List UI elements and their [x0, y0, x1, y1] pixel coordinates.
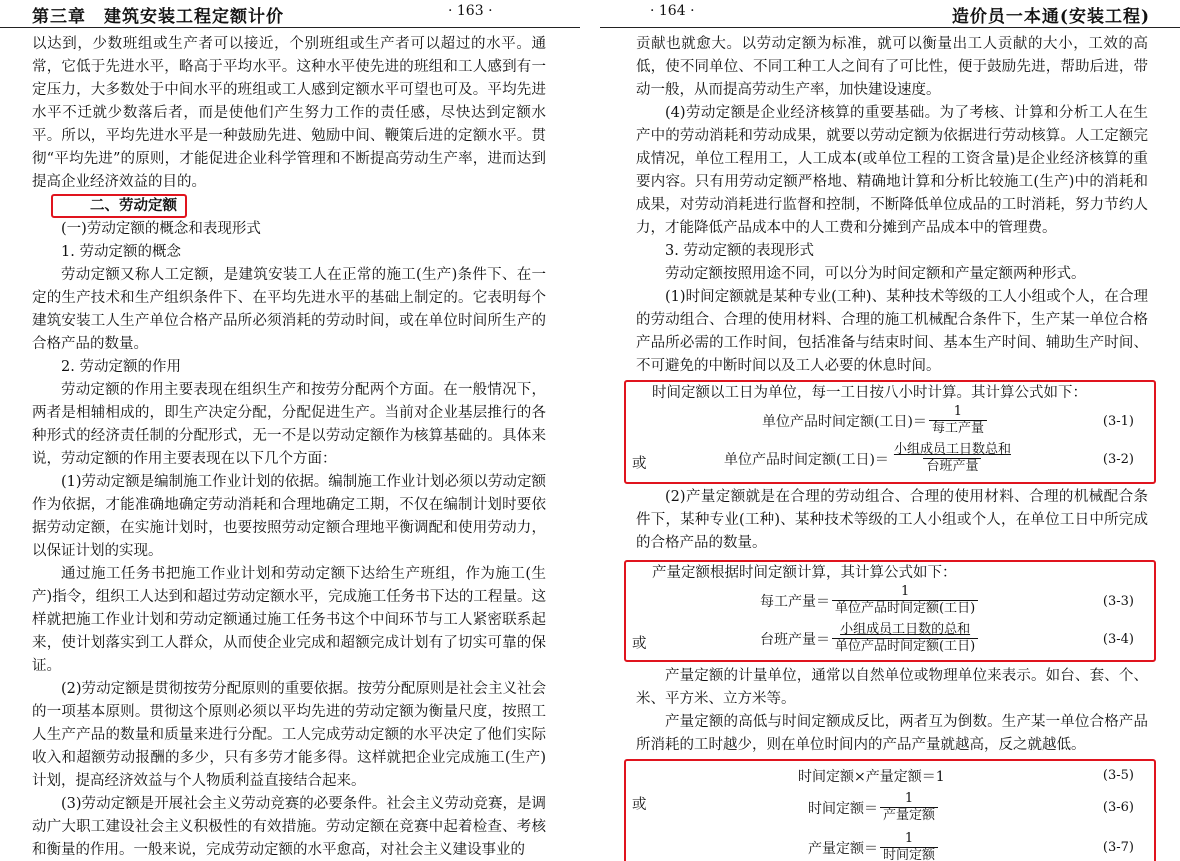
equation-number: (3-1) — [1102, 414, 1134, 429]
formula-lhs: 台班产量＝ — [760, 631, 830, 648]
paragraph: 以达到，少数班组或生产者可以接近，个别班组或生产者可以超过的水平。通常，它低于先进水平，略高于平均水平。这种水平使先进的班组和工人感到有一定压力，大多数处于中间水平的班组或工人感到定额水平可望也可及。平均先进水平不迁就少数落后者，而是使他们产生努力工作的责任感，尽快达到定额水平。所以，平均先进水平是一种鼓励先进、勉励中间、鞭策后进的定额水平。贯彻“平均先进”的原则，才能促进企业科学管理和不断提高劳动生产率，进而达到提高企业经济效益的目的。 — [32, 36, 546, 190]
paragraph: (4)劳动定额是企业经济核算的重要基础。为了考核、计算和分析工人在生产中的劳动消耗和劳动成果，就要以劳动定额为依据进行劳动核算。人工定额完成情况，单位工程用工，人工成本(或单位工程的工资含量)是企业经济核算的重要内容。只有用劳动定额严格地、精确地计算和分析比较施工(生产)中的消耗和成果，对劳动消耗进行监督和控制，不断降低单位成品的工时消耗，努力节约人力，才能降低产品成本中的人工费和分摊到产品成本中的管理费。 — [636, 105, 1148, 236]
formula-intro: 时间定额以工日为单位，每一工日按八小时计算。其计算公式如下： — [652, 385, 1087, 401]
paragraph: 产量定额的计量单位，通常以自然单位或物理单位来表示。如台、套、个、米、平方米、立方米等。 — [636, 668, 1148, 707]
chapter-title: 第三章 建筑安装工程定额计价 — [32, 7, 284, 27]
formula-3-3 — [760, 584, 978, 617]
paragraph: 劳动定额又称人工定额，是建筑安装工人在正常的施工(生产)条件下、在一定的生产技术和生产组织条件下、在平均先进水平的基础上制定的。它表明每个建筑安装工人生产单位合格产品所必须消耗的劳动时间，或在单位时间所生产的合格产品的数量。 — [32, 267, 546, 352]
formula-3-5 — [798, 766, 945, 786]
section-heading — [32, 194, 546, 218]
or-label: 或 — [632, 797, 647, 813]
formula-row — [626, 831, 1154, 861]
paragraph: 贡献也就愈大。以劳动定额为标准，就可以衡量出工人贡献的大小，工效的高低，使不同单位、不同工种工人之间有了可比性，便于鼓励先进，帮助后进，带动一般，从而提高劳动生产率，加快建设速度。 — [636, 36, 1148, 98]
formula-row — [626, 761, 1154, 791]
formula-row — [626, 622, 1154, 658]
equation-number: (3-6) — [1102, 800, 1134, 815]
formula-row — [626, 404, 1154, 442]
or-label: 或 — [632, 636, 647, 652]
formula-lhs: 单位产品时间定额(工日)＝ — [724, 451, 889, 468]
numerator: 1 — [953, 404, 963, 419]
formula-3-4 — [760, 622, 978, 655]
right-page — [600, 0, 1180, 861]
numerator: 1 — [900, 584, 910, 599]
fraction — [832, 622, 978, 655]
fraction — [880, 831, 938, 861]
left-page-body — [32, 33, 546, 861]
paragraph: (3)劳动定额是开展社会主义劳动竞赛的必要条件。社会主义劳动竞赛，是调动广大职工建设社会主义积极性的有效措施。劳动定额在竞赛中起着检查、考核和衡量的作用。一般来说，完成劳动定额的水平愈高，对社会主义建设事业的 — [32, 796, 546, 858]
book-title: 造价员一本通(安装工程) — [951, 7, 1150, 27]
formula-box-output-quota — [624, 560, 1156, 662]
page-number-164: · 164 · — [650, 3, 695, 19]
formula-lhs: 单位产品时间定额(工日)＝ — [762, 413, 927, 430]
equation-number: (3-5) — [1102, 768, 1134, 783]
equation-number: (3-4) — [1102, 632, 1134, 647]
paragraph: 劳动定额的作用主要表现在组织生产和按劳分配两个方面。在一般情况下，两者是相辅相成的，即生产决定分配，分配促进生产。当前对企业基层推行的各种形式的经济责任制的分配形式，无一不是以劳动定额作为核算基础的。具体来说，劳动定额的作用主要表现在以下几个方面： — [32, 382, 546, 467]
formula-text: 时间定额×产量定额＝1 — [798, 769, 945, 785]
formula-row — [626, 791, 1154, 831]
fraction — [929, 404, 987, 437]
numerator: 小组成员工日数的总和 — [840, 622, 971, 637]
subsection-heading: (一)劳动定额的概念和表现形式 — [61, 221, 261, 237]
equation-number: (3-3) — [1102, 594, 1134, 609]
formula-box-time-quota — [624, 380, 1156, 484]
formula-3-7 — [808, 831, 938, 861]
formula-lhs: 每工产量＝ — [760, 593, 830, 610]
left-page — [0, 0, 580, 861]
formula-box-reciprocal — [624, 759, 1156, 861]
subsubsection-heading: 2. 劳动定额的作用 — [61, 359, 181, 375]
highlighted-heading: 二、劳动定额 — [51, 194, 187, 218]
numerator: 1 — [904, 831, 914, 846]
formula-row — [626, 584, 1154, 622]
fraction — [832, 584, 978, 617]
formula-3-2 — [724, 442, 1014, 475]
fraction — [880, 791, 938, 824]
fraction — [891, 442, 1014, 475]
formula-lhs: 时间定额＝ — [808, 800, 878, 817]
denominator: 产量定额 — [880, 807, 938, 824]
paragraph: (1)劳动定额是编制施工作业计划的依据。编制施工作业计划必须以劳动定额作为依据，才能准确地确定劳动消耗和合理地确定工期，不仅在编制计划时要依据劳动定额，在实施计划时，也要按照劳动定额合理地平衡调配和使用劳动力，以保证计划的实现。 — [32, 474, 546, 559]
paragraph: (1)时间定额就是某种专业(工种)、某种技术等级的工人小组或个人，在合理的劳动组合、合理的使用材料、合理的施工机械配合条件下，生产某一单位合格产品所必需的工作时间，包括准备与结束时间、基本生产时间、辅助生产时间、不可避免的中断时间以及工人必要的休息时间。 — [636, 289, 1148, 374]
left-page-header — [0, 0, 580, 28]
right-page-body — [632, 33, 1148, 861]
formula-lhs: 产量定额＝ — [808, 840, 878, 857]
or-label: 或 — [632, 456, 647, 472]
denominator: 单位产品时间定额(工日) — [832, 638, 978, 655]
formula-3-1 — [762, 404, 987, 437]
denominator: 每工产量 — [929, 420, 987, 437]
denominator: 台班产量 — [923, 458, 981, 475]
numerator: 小组成员工日数总和 — [893, 442, 1011, 457]
subsubsection-heading: 1. 劳动定额的概念 — [61, 244, 181, 260]
equation-number: (3-2) — [1102, 452, 1134, 467]
paragraph: (2)劳动定额是贯彻按劳分配原则的重要依据。按劳分配原则是社会主义社会的一项基本原则。贯彻这个原则必须以平均先进的劳动定额为衡量尺度，按照工人生产产品的数量和质量来进行分配。工人完成劳动定额的水平决定了他们实际收入和超额劳动报酬的多少，只有多劳才能多得。这样就把企业完成施工(生产)计划，提高经济效益与个人物质利益直接结合起来。 — [32, 681, 546, 789]
paragraph: 产量定额的高低与时间定额成反比，两者互为倒数。生产某一单位合格产品所消耗的工时越少，则在单位时间内的产品产量就越高，反之就越低。 — [636, 714, 1148, 753]
paragraph: (2)产量定额就是在合理的劳动组合、合理的使用材料、合理的机械配合条件下，某种专业(工种)、某种技术等级的工人小组或个人，在单位工日中所完成的合格产品的数量。 — [636, 489, 1148, 551]
denominator: 单位产品时间定额(工日) — [832, 600, 978, 617]
formula-3-6 — [808, 791, 938, 824]
subsubsection-heading: 3. 劳动定额的表现形式 — [665, 243, 814, 259]
equation-number: (3-7) — [1102, 840, 1134, 855]
formula-intro: 产量定额根据时间定额计算，其计算公式如下： — [652, 565, 957, 581]
page-number-163: · 163 · — [448, 3, 493, 19]
right-page-header — [600, 0, 1180, 28]
paragraph: 通过施工任务书把施工作业计划和劳动定额下达给生产班组，作为施工(生产)指令，组织工人达到和超过劳动定额水平，完成施工任务书下达的工程量。这样就把施工作业计划和劳动定额通过施工任务书这个中间环节与工人紧密联系起来，使计划落实到工人群众，从而使企业完成和超额完成计划有了切实可靠的保证。 — [32, 566, 546, 674]
denominator: 时间定额 — [880, 847, 938, 861]
formula-row — [626, 442, 1154, 478]
paragraph: 劳动定额按照用途不同，可以分为时间定额和产量定额两种形式。 — [665, 266, 1086, 282]
numerator: 1 — [904, 791, 914, 806]
